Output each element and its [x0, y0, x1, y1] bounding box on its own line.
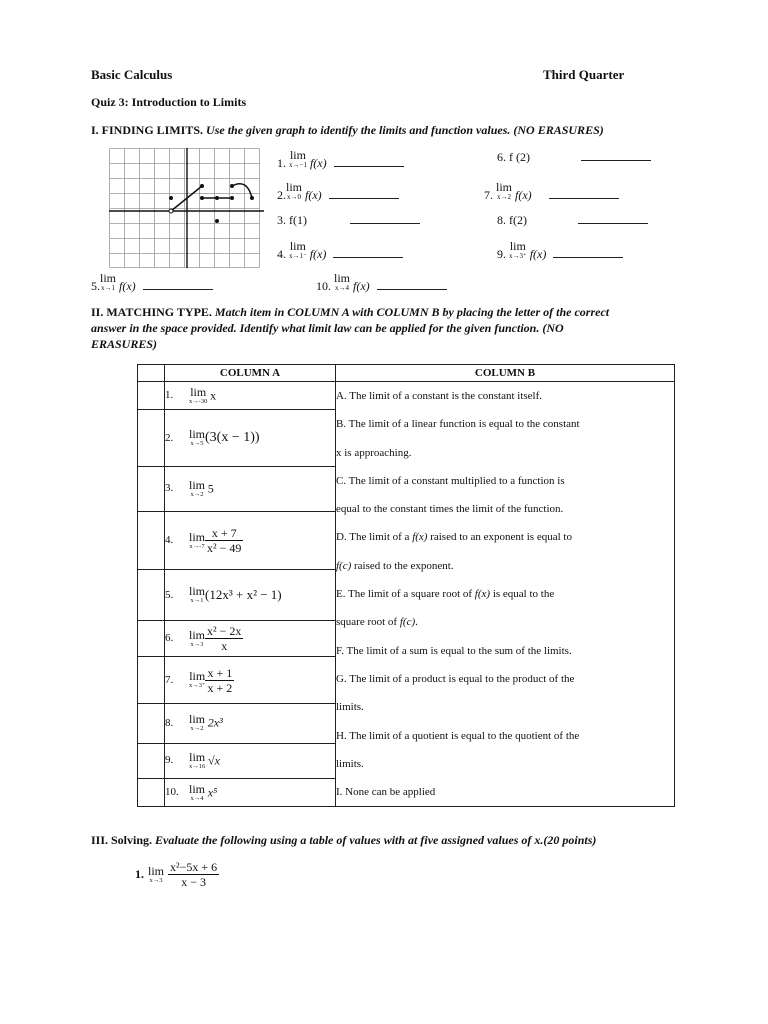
answer-blank[interactable] [350, 213, 420, 224]
option-b: B. The limit of a linear function is equal to the constant [336, 418, 580, 431]
section1-label: I. FINDING LIMITS. [91, 123, 204, 137]
answer-blank[interactable] [334, 156, 404, 167]
option-i: I. None can be applied [336, 786, 436, 799]
answer-blank[interactable] [329, 188, 399, 199]
section3-label: III. Solving. [91, 833, 153, 847]
s1-item-9: 9. lim x→3⁺ f(x) [497, 241, 623, 262]
option-e: E. The limit of a square root of f(x) is equal to the [336, 588, 555, 601]
quarter-label: Third Quarter [543, 67, 625, 82]
s1-item-8: 8. f(2) [497, 213, 648, 228]
column-a-item: 1. lim x→-30 x [165, 382, 336, 410]
option-a: A. The limit of a constant is the constant itself. [336, 390, 543, 402]
column-a-item: 5. lim x→1 (12x³ + x² − 1) [165, 570, 336, 621]
answer-blank[interactable] [143, 279, 213, 290]
graph-point [200, 196, 204, 200]
graph-point [215, 219, 219, 223]
graph-point [250, 196, 254, 200]
s1-item-4: 4. lim x→1⁻ f(x) [277, 241, 403, 262]
s1-item-10: 10. lim x→4 f(x) [316, 273, 447, 294]
graph-point [230, 184, 234, 188]
column-a-item: 10. lim x→4 x⁵ [165, 779, 336, 807]
graph-point [230, 196, 234, 200]
answer-cell[interactable] [138, 779, 165, 807]
answer-cell[interactable] [138, 570, 165, 621]
subject-title: Basic Calculus [91, 67, 173, 82]
graph-point [200, 184, 204, 188]
s3-item-1: 1. lim x→3 $\frac{\text{x²−5x + 6}}{x - 3}$ [135, 860, 218, 889]
s1-item-6: 6. f (2) [497, 150, 651, 165]
s1-item-5: 5. lim x→1 f(x) [91, 273, 213, 294]
answer-cell[interactable] [138, 743, 165, 778]
section2-label: II. MATCHING TYPE. [91, 305, 212, 319]
column-a-item: 6. lim x→3 $\frac{\text{x² − 2x}}{x}$ [165, 621, 336, 657]
column-a-item: 4. lim x→-7 $\frac{x + 7}{\text{x² − 49}}$ [165, 511, 336, 570]
answer-blank[interactable] [581, 150, 651, 161]
section1-heading [91, 122, 604, 138]
answer-blank[interactable] [553, 247, 623, 258]
quiz-title: Quiz 3: Introduction to Limits [91, 95, 247, 109]
section2-heading: II. MATCHING TYPE. Match item in COLUMN A with COLUMN B by placing the letter of the correct answer in the space provided. Identify what limit law can be applied for the given function. (NO ERASURES) [91, 305, 610, 351]
column-a-item: 2. lim x→5 (3(x − 1)) [165, 410, 336, 467]
answer-blank[interactable] [333, 247, 403, 258]
column-b-list: A. The limit of a constant is the constant itself. B. The limit of a linear function is equal to the constant x is approaching. C. The limit of a constant multiplied to a function is equal to the constant times the limit of the function. D. The limit of a f(x) raised to an exponent is equal to f(c) raised to the exponent. E. The limit of a square root of f(x) is equal to the square root of f(c). F. The limit of a sum is equal to the sum of the limits. G. The limit of a product is equal to the product of the limits. H. The limit of a quotient is equal to the quotient of the limits. I. None can be applied [336, 382, 675, 807]
option-f: F. The limit of a sum is equal to the sum of the limits. [336, 644, 572, 657]
s1-item-3: 3. f(1) [277, 213, 420, 228]
s1-item-7: 7. lim x→2 f(x) [484, 182, 619, 203]
column-a-item: 9. lim x→16 √x [165, 743, 336, 778]
column-a-header: COLUMN A [165, 365, 336, 382]
s1-item-1: 1. lim x→−1 f(x) [277, 150, 404, 171]
answer-blank[interactable] [377, 279, 447, 290]
s1-item-2: 2. lim x→0 f(x) [277, 182, 399, 203]
answer-cell[interactable] [138, 621, 165, 657]
option-g: G. The limit of a product is equal to the product of the [336, 672, 575, 685]
graph-point [215, 196, 219, 200]
limit-graph [109, 148, 265, 268]
option-d: D. The limit of a f(x) raised to an exponent is equal to [336, 531, 572, 544]
answer-cell[interactable] [138, 511, 165, 570]
answer-cell[interactable] [138, 410, 165, 467]
column-a-item: 3. lim x→2 5 [165, 467, 336, 512]
answer-cell[interactable] [138, 704, 165, 744]
answer-cell[interactable] [138, 382, 165, 410]
graph-point [169, 196, 173, 200]
section3-instruction: Evaluate the following using a table of values with at five assigned values of x.(20 points) [155, 833, 597, 847]
section3-heading [91, 832, 596, 848]
matching-table [137, 364, 675, 807]
column-b-header: COLUMN B [336, 365, 675, 382]
column-a-item: 7. lim x→3⁺ $\frac{x + 1}{x + 2}$ [165, 657, 336, 704]
graph-curve [232, 184, 252, 198]
answer-blank[interactable] [549, 188, 619, 199]
column-a-item: 8. lim x→2 2x³ [165, 704, 336, 744]
answer-blank[interactable] [578, 213, 648, 224]
answer-cell[interactable] [138, 467, 165, 512]
section1-instruction: Use the given graph to identify the limits and function values. (NO ERASURES) [206, 123, 604, 137]
graph-grid [110, 149, 260, 268]
option-c: C. The limit of a constant multiplied to a function is [336, 474, 565, 487]
option-h: H. The limit of a quotient is equal to the quotient of the [336, 729, 580, 742]
answer-cell[interactable] [138, 657, 165, 704]
graph-point [169, 209, 173, 213]
